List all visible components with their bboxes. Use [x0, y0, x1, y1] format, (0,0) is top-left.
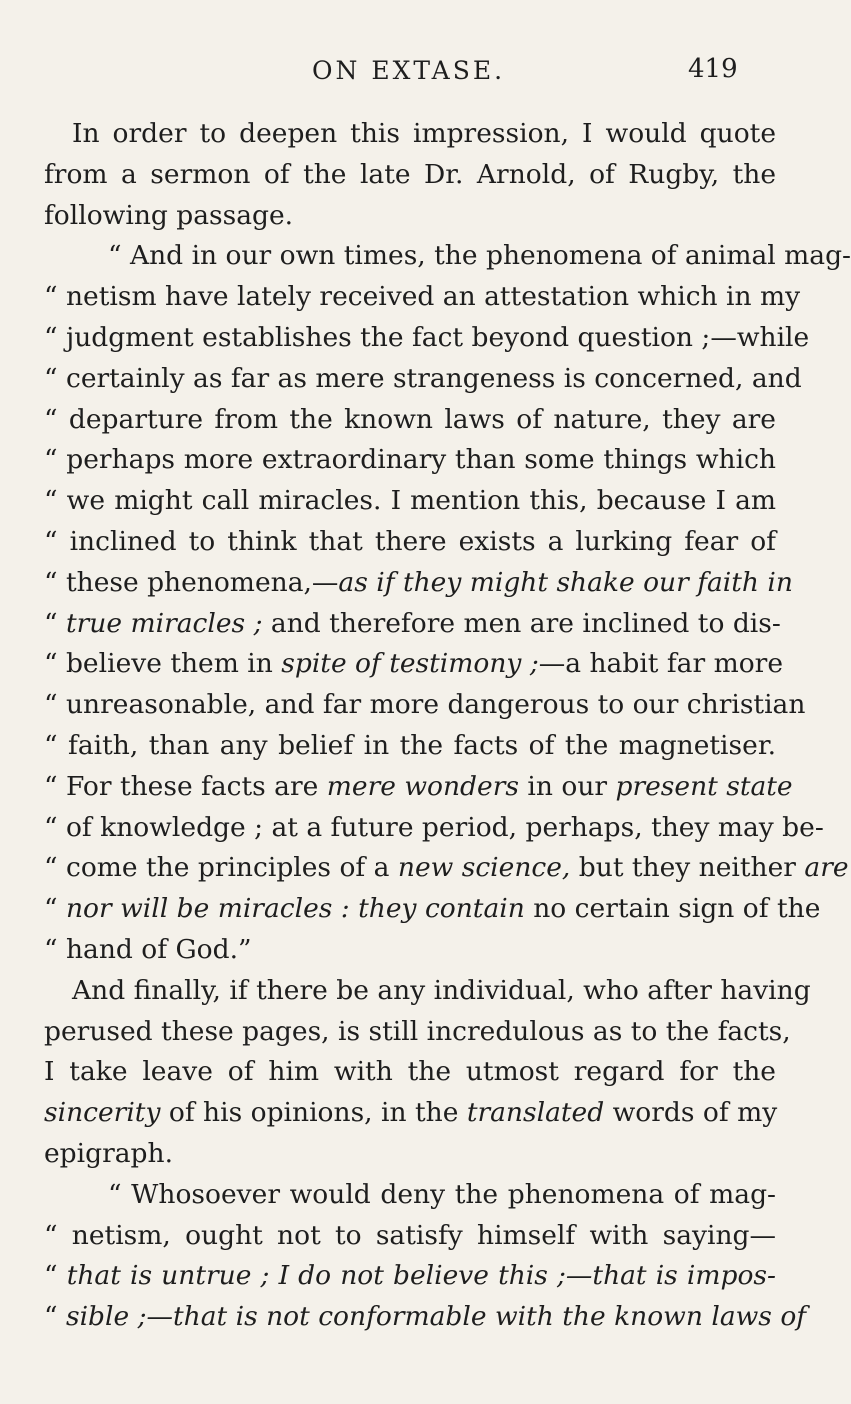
text-line: from a sermon of the late Dr. Arnold, of Rugby, the	[44, 158, 776, 190]
text-line: following passage.	[44, 199, 294, 231]
page-header	[0, 56, 800, 96]
text-line: “ Whosoever would deny the phenomena of mag-	[108, 1178, 776, 1210]
text-line: “ And in our own times, the phenomena of animal mag-	[108, 240, 851, 272]
text-line: “ true miracles ; and therefore men are inclined to dis-	[44, 607, 781, 639]
text-line: And finally, if there be any individual, who after having	[72, 974, 811, 1006]
text-line: In order to deepen this impression, I would quote	[72, 118, 776, 149]
text-line: “ netism have lately received an attestation which in my	[44, 281, 801, 313]
running-title: ON EXTASE.	[312, 56, 506, 85]
page-number: 419	[688, 54, 738, 84]
text-line: “ perhaps more extraordinary than some things which	[44, 444, 776, 476]
text-line: perused these pages, is still incredulous as to the facts,	[44, 1015, 791, 1047]
text-line: “ that is untrue ; I do not believe this ;—that is impos-	[44, 1260, 776, 1292]
text-line: “ For these facts are mere wonders in our present state	[44, 770, 793, 802]
text-line: “ netism, ought not to satisfy himself with saying—	[44, 1219, 776, 1251]
text-line: “ these phenomena,—as if they might shake our faith in	[44, 566, 793, 598]
text-line: “ unreasonable, and far more dangerous to our christian	[44, 689, 806, 721]
text-line: “ inclined to think that there exists a lurking fear of	[44, 526, 776, 557]
text-line: “ sible ;—that is not conformable with the known laws of	[44, 1301, 807, 1333]
text-line: “ hand of God.”	[44, 934, 252, 965]
text-line: “ we might call miracles. I mention this, because I am	[44, 485, 776, 517]
text-line: “ certainly as far as mere strangeness is concerned, and	[44, 362, 802, 394]
text-line: “ of knowledge ; at a future period, perhaps, they may be-	[44, 811, 824, 843]
text-line: I take leave of him with the utmost regard for the	[44, 1056, 776, 1088]
text-line: “ judgment establishes the fact beyond question ;—while	[44, 322, 810, 353]
text-line: “ come the principles of a new science, but they neither are	[44, 852, 849, 884]
text-line: epigraph.	[44, 1138, 174, 1169]
text-line: “ believe them in spite of testimony ;—a habit far more	[44, 648, 783, 680]
text-line: “ departure from the known laws of nature, they are	[44, 403, 776, 435]
text-line: “ faith, than any belief in the facts of the magnetiser.	[44, 730, 776, 761]
text-line: sincerity of his opinions, in the translated words of my	[44, 1097, 778, 1129]
text-line: “ nor will be miracles : they contain no certain sign of the	[44, 893, 821, 925]
